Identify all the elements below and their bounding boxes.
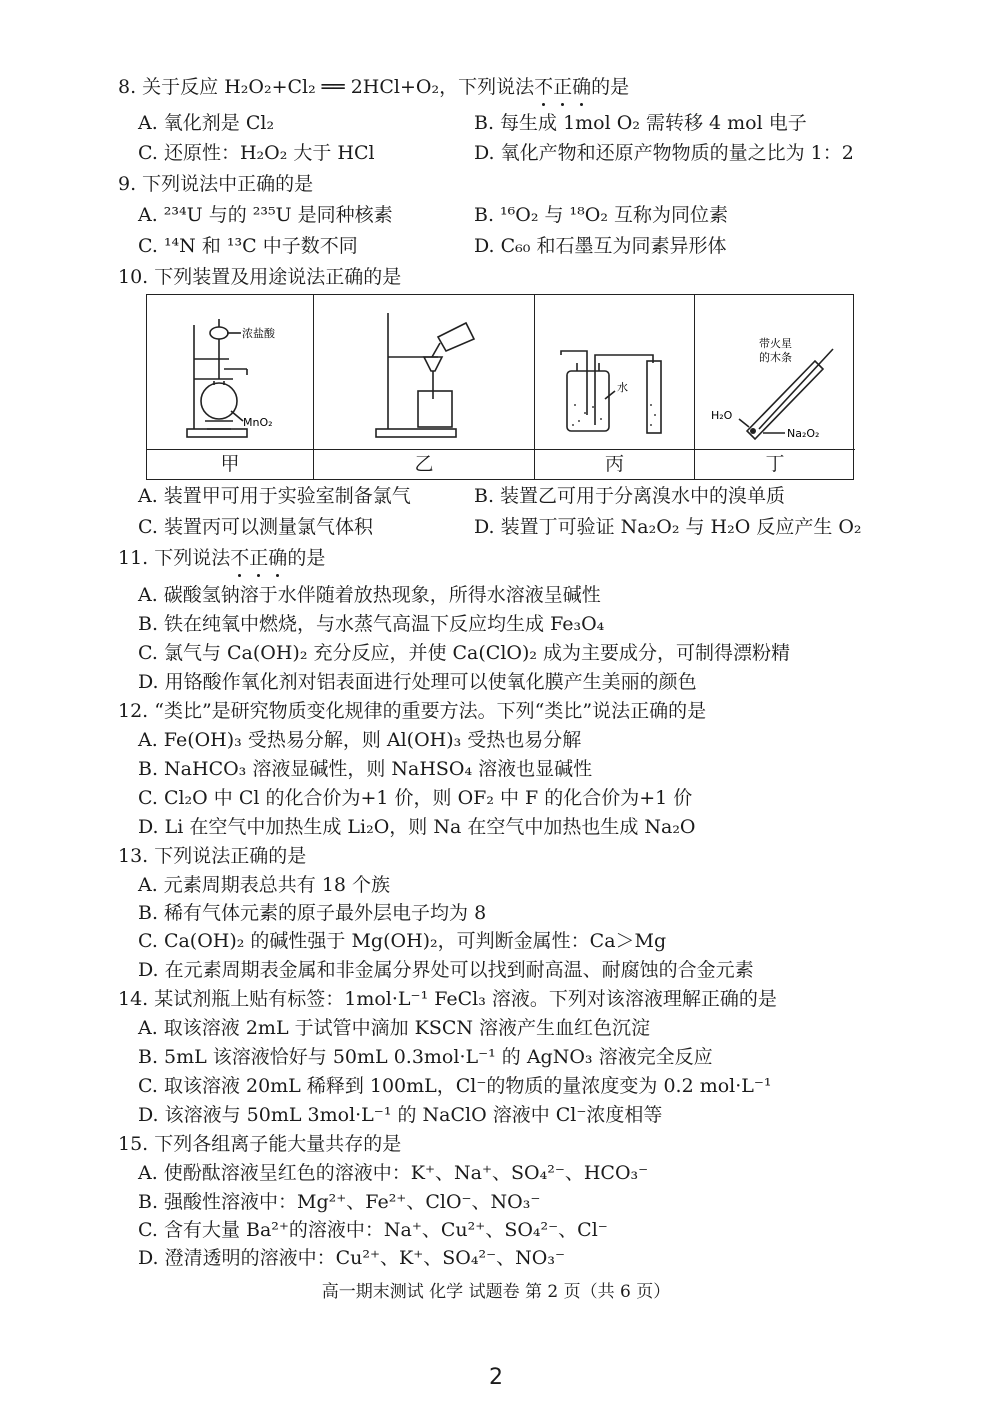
question-9-option-b: B. ¹⁶O₂ 与 ¹⁸O₂ 互称为同位素 (474, 204, 729, 226)
apparatus-jia-cell (147, 295, 314, 479)
question-11-stem (118, 545, 325, 571)
question-13-option-b: B. 稀有气体元素的原子最外层电子均为 8 (138, 902, 487, 924)
oxygen-test-illustration (695, 295, 854, 449)
question-15-option-c: C. 含有大量 Ba²⁺的溶液中：Na⁺、Cu²⁺、SO₄²⁻、Cl⁻ (138, 1219, 608, 1241)
caption-jia: 甲 (220, 453, 240, 475)
question-12-option-b: B. NaHCO₃ 溶液显碱性，则 NaHSO₄ 溶液也显碱性 (138, 758, 593, 780)
question-13-option-c: C. Ca(OH)₂ 的碱性强于 Mg(OH)₂，可判断金属性：Ca＞Mg (138, 930, 667, 952)
question-12-option-a: A. Fe(OH)₃ 受热易分解，则 Al(OH)₃ 受热也易分解 (138, 729, 582, 751)
caption-bing: 丙 (604, 453, 624, 475)
label-na2o2: Na₂O₂ (787, 427, 820, 440)
question-9-option-d: D. C₆₀ 和石墨互为同素异形体 (474, 235, 727, 257)
question-11-option-a: A. 碳酸氢钠溶于水伴随着放热现象，所得水溶液呈碱性 (138, 584, 601, 606)
caption-ding: 丁 (765, 453, 785, 475)
question-11-stem-start: 11. 下列说法 (118, 547, 231, 569)
question-9-stem: 9. 下列说法中正确的是 (118, 173, 314, 195)
question-8-option-c: C. 还原性：H₂O₂ 大于 HCl (138, 142, 375, 164)
question-8-option-a: A. 氧化剂是 Cl₂ (138, 112, 275, 134)
question-11-option-b: B. 铁在纯氧中燃烧，与水蒸气高温下反应均生成 Fe₃O₄ (138, 613, 605, 635)
question-14-option-b: B. 5mL 该溶液恰好与 50mL 0.3mol·L⁻¹ 的 AgNO₃ 溶液完全反应 (138, 1046, 713, 1068)
question-8-stem-start: 8. 关于反应 H₂O₂+Cl₂ ══ 2HCl+O₂，下列说法 (118, 76, 535, 98)
question-15-option-d: D. 澄清透明的溶液中：Cu²⁺、K⁺、SO₄²⁻、NO₃⁻ (138, 1247, 565, 1269)
question-13-option-a: A. 元素周期表总共有 18 个族 (138, 874, 391, 896)
question-12-option-d: D. Li 在空气中加热生成 Li₂O，则 Na 在空气中加热也生成 Na₂O (138, 816, 696, 838)
question-14-stem: 14. 某试剂瓶上贴有标签：1mol·L⁻¹ FeCl₃ 溶液。下列对该溶液理解正确的是 (118, 988, 777, 1010)
question-12-option-c: C. Cl₂O 中 Cl 的化合价为+1 价，则 OF₂ 中 F 的化合价为+1 价 (138, 787, 693, 809)
question-11-stem-end: 的是 (287, 547, 326, 569)
question-10-option-d: D. 装置丁可验证 Na₂O₂ 与 H₂O 反应产生 O₂ (474, 516, 862, 538)
question-10-option-c: C. 装置丙可以测量氯气体积 (138, 516, 373, 538)
apparatus-bing-cell (535, 295, 695, 479)
question-15-stem: 15. 下列各组离子能大量共存的是 (118, 1133, 402, 1155)
caption-yi: 乙 (414, 453, 434, 475)
question-15-option-a: A. 使酚酞溶液呈红色的溶液中：K⁺、Na⁺、SO₄²⁻、HCO₃⁻ (138, 1162, 649, 1184)
question-14-option-c: C. 取该溶液 20mL 稀释到 100mL，Cl⁻的物质的量浓度变为 0.2 mol·L⁻¹ (138, 1075, 772, 1097)
question-14-option-a: A. 取该溶液 2mL 于试管中滴加 KSCN 溶液产生血红色沉淀 (138, 1017, 651, 1039)
chlorine-generator-illustration (147, 295, 313, 449)
filtration-illustration (314, 295, 534, 449)
question-10-option-a: A. 装置甲可用于实验室制备氯气 (138, 485, 411, 507)
question-8-emphasis (534, 76, 591, 98)
question-8-option-b: B. 每生成 1mol O₂ 需转移 4 mol 电子 (474, 112, 807, 134)
apparatus-yi-cell (314, 295, 535, 479)
question-8-emphasis-text: 不正确 (534, 76, 592, 98)
question-8-stem-end: 的是 (591, 76, 630, 98)
label-h2o: H₂O (711, 409, 733, 422)
question-11-option-d: D. 用铬酸作氧化剂对铝表面进行处理可以使氧化膜产生美丽的颜色 (138, 671, 697, 693)
question-8-option-d: D. 氧化产物和还原产物物质的量之比为 1：2 (474, 142, 854, 164)
label-glowing-splint-2: 的木条 (759, 351, 792, 364)
question-14-option-d: D. 该溶液与 50mL 3mol·L⁻¹ 的 NaClO 溶液中 Cl⁻浓度相等 (138, 1104, 663, 1126)
question-15-option-b: B. 强酸性溶液中：Mg²⁺、Fe²⁺、ClO⁻、NO₃⁻ (138, 1191, 541, 1213)
question-12-stem: 12. “类比”是研究物质变化规律的重要方法。下列“类比”说法正确的是 (118, 700, 707, 722)
apparatus-ding-cell (695, 295, 855, 479)
apparatus-figure-table (146, 294, 854, 480)
question-10-option-b: B. 装置乙可用于分离溴水中的溴单质 (474, 485, 786, 507)
label-glowing-splint-1: 带火星 (759, 337, 792, 350)
page-footer: 高一期末测试 化学 试题卷 第 2 页（共 6 页） (321, 1282, 671, 1302)
question-10-stem: 10. 下列装置及用途说法正确的是 (118, 266, 402, 288)
gas-collection-illustration (535, 295, 694, 449)
question-13-option-d: D. 在元素周期表金属和非金属分界处可以找到耐高温、耐腐蚀的合金元素 (138, 959, 754, 981)
question-11-emphasis: 不正确 (230, 547, 288, 569)
question-9-option-a: A. ²³⁴U 与的 ²³⁵U 是同种核素 (138, 204, 393, 226)
page-number: 2 (489, 1365, 503, 1390)
label-mno2: MnO₂ (243, 416, 273, 429)
question-13-stem: 13. 下列说法正确的是 (118, 845, 307, 867)
label-concentrated-hcl: 浓盐酸 (242, 327, 275, 340)
question-9-option-c: C. ¹⁴N 和 ¹³C 中子数不同 (138, 235, 358, 257)
question-8-stem (118, 74, 629, 100)
question-11-option-c: C. 氯气与 Ca(OH)₂ 充分反应，并使 Ca(ClO)₂ 成为主要成分，可制得漂粉精 (138, 642, 791, 664)
label-water: 水 (617, 381, 628, 394)
